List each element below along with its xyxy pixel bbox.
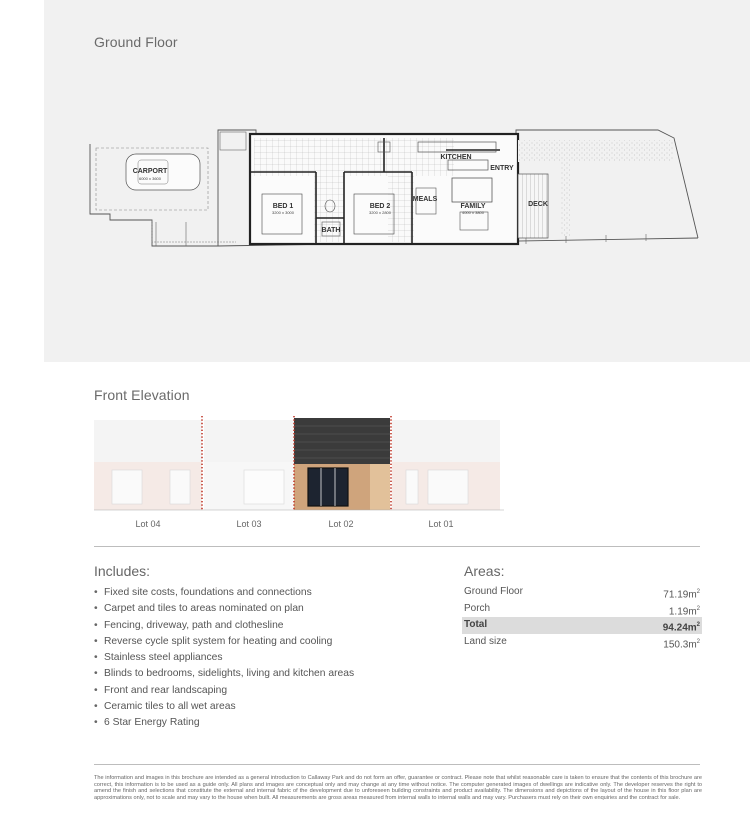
meals-label: MEALS xyxy=(412,196,438,203)
area-row-ground-floor xyxy=(462,584,702,601)
front-elevation-drawing xyxy=(94,416,504,512)
area-value: $150.3m^2$ xyxy=(663,638,700,650)
includes-list xyxy=(94,585,354,732)
includes-item: • Blinds to bedrooms, sidelights, living and kitchen areas xyxy=(94,666,354,682)
area-value: $94.24m^2$ xyxy=(662,622,700,634)
areas-title: Areas: xyxy=(464,563,505,579)
bed2-label: BED 2 xyxy=(369,203,391,210)
ground-floor-title: Ground Floor xyxy=(94,34,178,50)
includes-item: • Carpet and tiles to areas nominated on plan xyxy=(94,601,354,617)
disclaimer-text: The information and images in this brochure are intended as a general introduction to Callaway Park and do not form an offer, guarantee or contract. Please note that whilst reasonable care is taken to ensure that the contents of this brochure are correct, this information is to be used as a guide only. All plans and images are conceptual only and may change at any time without notice. The computer generated images of dwellings are indicative only. The developer reserves the right to amend the finish and selections that constitute the external and internal fabric of the development due to unforeseen building constraints and product availability. The dimensions and depictions of the layout of the house in this floor plan are approximations only, not to scale and may vary to the house when built. All measurements are gross areas measured from internal walls to internal walls and may vary. Purchasers must rely on their own enquiries and the contract for sale. xyxy=(94,775,702,801)
includes-item: • Stainless steel appliances xyxy=(94,650,354,666)
family-dims: 4000 x 3800 xyxy=(461,210,485,215)
lot-03-label: Lot 03 xyxy=(236,519,262,529)
bed2-dims: 3200 x 2800 xyxy=(368,210,392,215)
carport-label: CARPORT xyxy=(132,168,168,175)
area-row-total xyxy=(462,617,702,634)
includes-item: • Fixed site costs, foundations and connections xyxy=(94,585,354,601)
front-elevation-title: Front Elevation xyxy=(94,387,190,403)
family-label: FAMILY xyxy=(460,203,486,210)
area-row-land-size xyxy=(462,634,702,651)
kitchen-label: KITCHEN xyxy=(440,154,472,161)
section-divider xyxy=(94,546,700,547)
bed1-label: BED 1 xyxy=(272,203,294,210)
lot-01-label: Lot 01 xyxy=(428,519,454,529)
area-value: $1.19m^2$ xyxy=(668,605,700,617)
ground-floor-plan xyxy=(86,122,704,254)
area-value: $71.19m^2$ xyxy=(663,589,700,601)
area-label: Ground Floor xyxy=(464,586,523,597)
lot-02-label: Lot 02 xyxy=(328,519,354,529)
footer-divider xyxy=(94,764,700,765)
includes-item: • Ceramic tiles to all wet areas xyxy=(94,699,354,715)
includes-title: Includes: xyxy=(94,563,151,579)
bath-label: BATH xyxy=(321,227,341,234)
includes-item: • 6 Star Energy Rating xyxy=(94,715,354,731)
lot-04-label: Lot 04 xyxy=(135,519,161,529)
includes-item: • Fencing, driveway, path and clothesline xyxy=(94,618,354,634)
bed1-dims: 3200 x 3000 xyxy=(271,210,295,215)
entry-label: ENTRY xyxy=(490,165,514,172)
area-row-porch xyxy=(462,601,702,618)
deck-label: DECK xyxy=(528,201,548,208)
areas-table xyxy=(462,584,702,650)
carport-dims: 6000 x 3600 xyxy=(138,176,162,181)
area-label: Land size xyxy=(464,635,507,647)
area-label: Porch xyxy=(464,602,491,614)
area-label: Total xyxy=(464,619,488,630)
includes-item: • Reverse cycle split system for heating and cooling xyxy=(94,634,354,650)
includes-item: • Front and rear landscaping xyxy=(94,683,354,699)
